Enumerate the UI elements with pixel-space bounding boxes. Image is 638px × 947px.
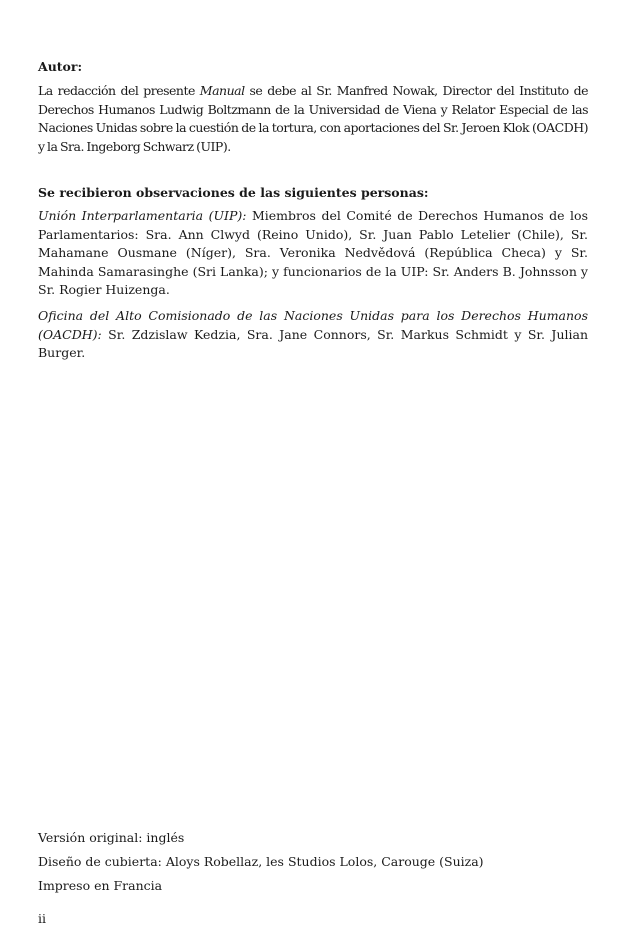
author-paragraph	[38, 82, 588, 156]
observations-heading: Se recibieron observaciones de las siguientes personas:	[38, 185, 429, 200]
ipu-text: Miembros del Comité de Derechos Humanos de los Parlamentarios: Sra. Ann Clwyd (Reino Unido), Sr. Juan Pablo Letelier (Chile), Sr. Mahamane Ousmane (Níger), Sra. Veronika Nedvědová (República Checa) y Sr. Mahinda Samarasinghe (Sri Lanka); y funcionarios de la UIP: Sr. Anders B. Johnsson y Sr. Rogier Huizenga.	[38, 208, 589, 298]
ipu-label: Unión Interparlamentaria (UIP):	[38, 208, 247, 223]
ohchr-paragraph	[38, 307, 588, 363]
document-page	[38, 0, 588, 947]
ipu-paragraph	[38, 207, 588, 300]
author-text-before: La redacción del presente	[38, 83, 200, 98]
manual-title: Manual	[199, 83, 245, 98]
original-version: Versión original: inglés	[38, 830, 185, 845]
cover-design: Diseño de cubierta: Aloys Robellaz, les Studios Lolos, Carouge (Suiza)	[38, 854, 484, 869]
ohchr-text: Sr. Zdzislaw Kedzia, Sra. Jane Connors, Sr. Markus Schmidt y Sr. Julian Burger.	[38, 326, 588, 361]
printed-in: Impreso en Francia	[38, 878, 163, 893]
page-number: ii	[38, 911, 46, 926]
author-heading: Autor:	[38, 59, 83, 74]
ohchr-label: Oficina del Alto Comisionado de las Naciones Unidas para los Derechos Humanos (OACDH):	[38, 308, 588, 342]
author-text-after: se debe al Sr. Manfred Nowak, Director del Instituto de Derechos Humanos Ludwig Boltzmann de la Universidad de Viena y Relator Especial de las Naciones Unidas sobre la cuestión de la tortura, con aportaciones del Sr. Jeroen Klok (OACDH) y la Sra. Ingeborg Schwarz (UIP).	[38, 83, 588, 154]
